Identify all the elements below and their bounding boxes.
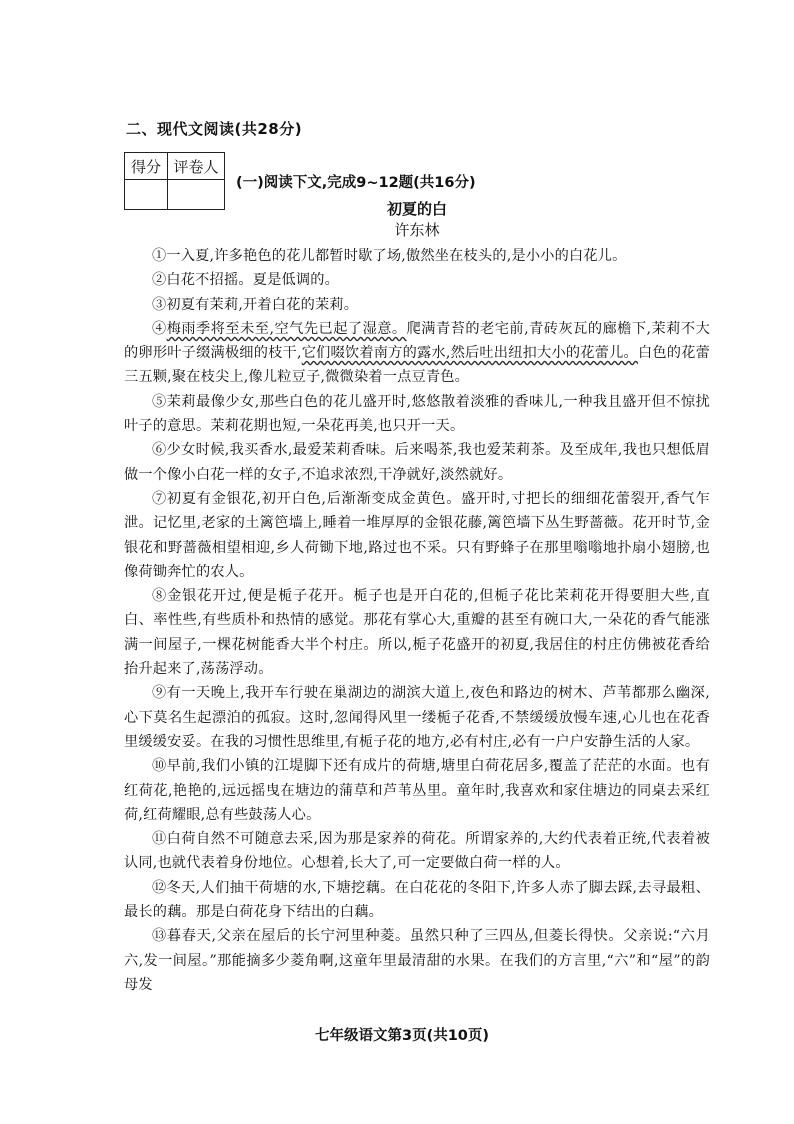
- underlined-sentence: 它们啜饮着南方的露水,然后吐出纽扣大小的花蕾儿。: [301, 345, 638, 362]
- paragraph: [124, 827, 710, 876]
- section-title: 二、现代文阅读(共28分): [126, 120, 303, 138]
- paragraph: [124, 681, 710, 754]
- paragraph: [124, 244, 710, 268]
- paragraph-text: ⑫冬天,人们抽干荷塘的水,下塘挖藕。在白花花的冬阳下,许多人赤了脚去踩,去寻最粗、最长的藕。那是白荷花身下结出的白藕。: [124, 879, 710, 921]
- paragraph-text: ⑧金银花开过,便是栀子花开。栀子也是开白花的,但栀子花比茉莉花开得要胆大些,直白、率性些,有些质朴和热情的感觉。那花有掌心大,重瓣的甚至有碗口大,一朵花的香气能涨满一间屋子,一棵花树能香大半个村庄。所以,栀子花盛开的初夏,我居住的村庄仿佛被花香给抬升起来了,荡荡浮动。: [124, 588, 710, 678]
- score-label-cell: 得分: [125, 153, 168, 180]
- paragraph-text: ①一入夏,许多艳色的花儿都暂时歇了场,傲然坐在枝头的,是小小的白花儿。: [152, 248, 627, 264]
- article-body: [124, 244, 710, 997]
- article-title: 初夏的白: [386, 200, 447, 218]
- paragraph-text: ⑦初夏有金银花,初开白色,后渐渐变成金黄色。盛开时,寸把长的细细花蕾裂开,香气乍泄。记忆里,老家的土篱笆墙上,睡着一堆厚厚的金银花藤,篱笆墙下丛生野蔷薇。花开时节,金银花和野蔷薇相望相迎,乡人荷锄下地,路过也不采。只有野蜂子在那里嗡嗡地扑扇小翅膀,也像荷锄奔忙的农人。: [124, 490, 710, 580]
- paragraph-text: ⑬暮春天,父亲在屋后的长宁河里种菱。虽然只种了三四丛,但菱长得快。父亲说:“六月六,发一间屋。”那能摘多少菱角啊,这童年里最清甜的水果。在我们的方言里,“六”和“屋”的韵母发: [124, 928, 710, 993]
- paragraph: [124, 487, 710, 584]
- grader-label-cell: 评卷人: [168, 153, 225, 180]
- page-footer: 七年级语文第3页(共10页): [314, 1028, 490, 1044]
- underlined-sentence: 梅雨季将至未至,空气先已起了湿意。: [166, 320, 407, 337]
- paragraph: [124, 390, 710, 439]
- paragraph-text: ⑤茉莉最像少女,那些白色的花儿盛开时,悠悠散着淡雅的香味儿,一种我且盛开但不惊扰叶子的意思。茉莉花期也短,一朵花再美,也只开一天。: [124, 393, 710, 435]
- paragraph: [124, 268, 710, 292]
- paragraph-text: ⑨有一天晚上,我开车行驶在巢湖边的湖滨大道上,夜色和路边的树木、芦苇都那么幽深,心下莫名生起漂泊的孤寂。这时,忽闻得风里一缕栀子花香,不禁缓缓放慢车速,心儿也在花香里缓缓安妥。在我的习惯性思维里,有栀子花的地方,必有村庄,必有一户户安静生活的人家。: [124, 685, 710, 750]
- paragraph-text: ⑪白荷自然不可随意去采,因为那是家养的荷花。所谓家养的,大约代表着正统,代表着被认同,也就代表着身份地位。心想着,长大了,可一定要做白荷一样的人。: [124, 831, 710, 872]
- article-author: 许东林: [394, 221, 440, 239]
- paragraph: [124, 754, 710, 827]
- paragraph-text: ⑩早前,我们小镇的江堤脚下还有成片的荷塘,塘里白荷花居多,覆盖了茫茫的水面。也有红荷花,艳艳的,远远摇曳在塘边的蒲草和芦苇丛里。童年时,我喜欢和家住塘边的同桌去采红荷,红荷耀眼,总有些鼓荡人心。: [124, 758, 710, 823]
- paragraph: [124, 293, 710, 317]
- paragraph-text: ④: [152, 320, 167, 337]
- paragraph-text: 白色的花蕾三五颗,聚在枝尖上,像儿粒豆子,微微染着一点豆青色。: [124, 345, 710, 386]
- paragraph: [124, 924, 710, 997]
- paragraph-text: ⑥少女时候,我买香水,最爱茉莉香味。后来喝茶,我也爱茉莉茶。及至成年,我也只想低眉做一个像小白花一样的女子,不追求浓烈,干净就好,淡然就好。: [124, 442, 710, 483]
- paragraph: [124, 317, 710, 390]
- paragraph-text: ②白花不招摇。夏是低调的。: [152, 272, 340, 289]
- paragraph: [124, 876, 710, 925]
- question-instruction: (一)阅读下文,完成9~12题(共16分): [236, 175, 476, 191]
- paragraph: [124, 584, 710, 681]
- paragraph-text: 爬满青苔的老宅前,青砖灰瓦的廊檐下,茉莉不大的卵形叶子缀满极细的枝干,: [124, 320, 710, 362]
- paragraph-text: ③初夏有茉莉,开着白花的茉莉。: [152, 296, 359, 313]
- paragraph: [124, 438, 710, 487]
